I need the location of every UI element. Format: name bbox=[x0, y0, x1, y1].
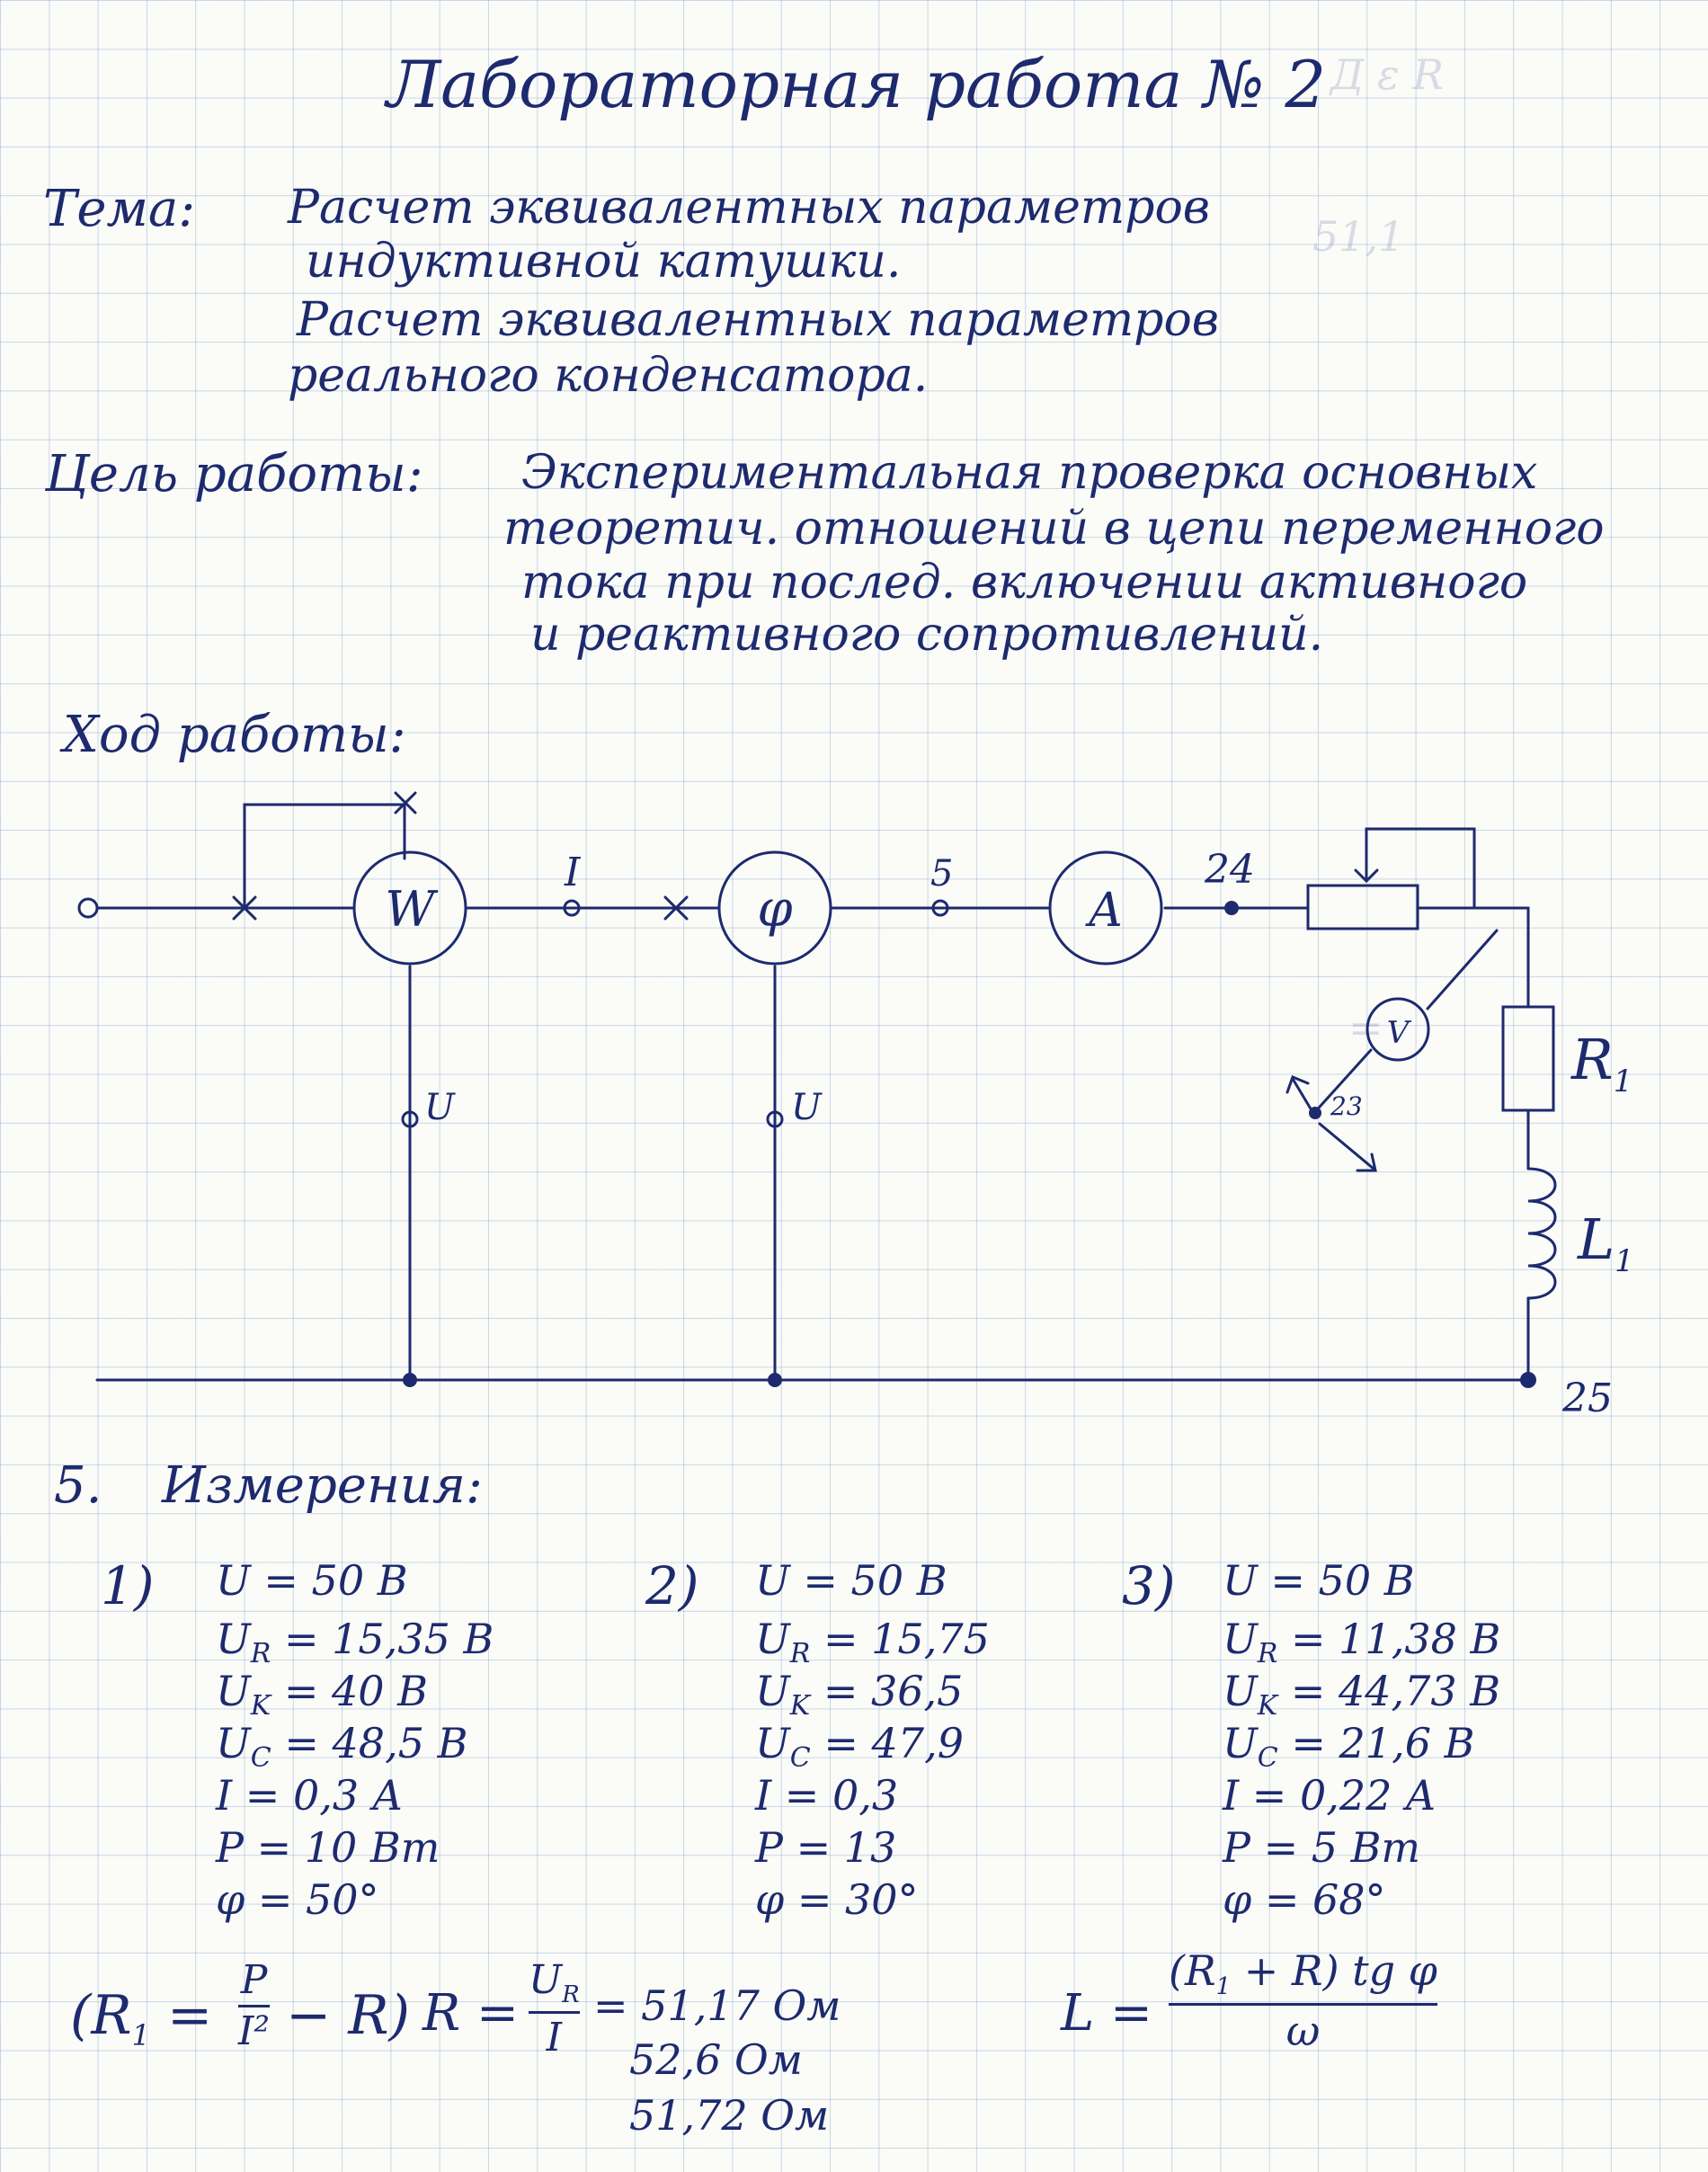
rheostat bbox=[1308, 886, 1418, 929]
l1-label: $L_1$ bbox=[1578, 1206, 1634, 1279]
goal-line-3: тока при послед. включении активного bbox=[521, 556, 1528, 610]
junction-dot bbox=[403, 1373, 417, 1387]
measure-u: U = 50 В bbox=[755, 1556, 947, 1605]
topic-label: Тема: bbox=[43, 180, 196, 238]
resistor-r1 bbox=[1503, 1007, 1553, 1110]
measure-uc: $U_C = 47,9$ bbox=[755, 1719, 964, 1775]
wattmeter-label: W bbox=[385, 881, 435, 938]
voltmeter-label: V bbox=[1386, 1015, 1410, 1051]
goal-line-1: Экспериментальная проверка основных bbox=[521, 446, 1538, 500]
wattmeter-voltage-label: U bbox=[424, 1087, 455, 1128]
set-label: 2) bbox=[645, 1555, 699, 1616]
set-label: 1) bbox=[101, 1555, 155, 1616]
measure-u: U = 50 В bbox=[216, 1556, 408, 1605]
wire bbox=[245, 805, 405, 908]
r-value: 52,6 Ом bbox=[629, 2035, 803, 2084]
bleed-through-marks: = bbox=[1348, 1003, 1383, 1052]
measure-phi: φ = 30° bbox=[755, 1875, 919, 1924]
topic-line-2: индуктивной катушки. bbox=[306, 235, 902, 289]
r-value: = 51,17 Ом bbox=[593, 1981, 841, 2030]
measure-i: I = 0,22 А bbox=[1223, 1771, 1437, 1820]
measure-ur: $U_R = 15,35$ В bbox=[216, 1615, 494, 1670]
node-23-label: 23 bbox=[1330, 1091, 1363, 1121]
goal-line-4: и реактивного сопротивлений. bbox=[530, 608, 1324, 662]
fraction-bar bbox=[529, 2011, 580, 2014]
bleed-through-marks: 51,1 bbox=[1312, 212, 1405, 261]
page-title: Лабораторная работа № 2 bbox=[387, 47, 1327, 122]
measure-phi: φ = 50° bbox=[216, 1875, 379, 1924]
phasemeter-label: φ bbox=[757, 880, 793, 939]
measure-uc: $U_C = 21,6$ В bbox=[1223, 1719, 1475, 1775]
fraction-numerator: $U_R$ bbox=[529, 1957, 580, 2008]
measure-u: U = 50 В bbox=[1223, 1556, 1415, 1605]
topic-line-3: Расчет эквивалентных параметров bbox=[297, 293, 1220, 347]
node-25-label: 25 bbox=[1562, 1375, 1613, 1421]
procedure-label: Ход работы: bbox=[63, 706, 406, 764]
measure-uc: $U_C = 48,5$ В bbox=[216, 1719, 468, 1775]
measurements-heading: Измерения: bbox=[162, 1456, 483, 1515]
formula-r-left: R = bbox=[423, 1984, 519, 2043]
measure-p: P = 5 Вт bbox=[1223, 1823, 1421, 1872]
measure-phi: φ = 68° bbox=[1223, 1875, 1386, 1924]
measure-i: I = 0,3 А bbox=[216, 1771, 404, 1820]
node-24-label: 24 bbox=[1205, 847, 1255, 893]
ammeter-label: A bbox=[1089, 884, 1123, 938]
topic-line-1: Расчет эквивалентных параметров bbox=[288, 181, 1211, 235]
r-value: 51,72 Ом bbox=[629, 2091, 830, 2140]
measure-uk: $U_K = 44,73$ В bbox=[1223, 1667, 1501, 1722]
formula-r-fraction bbox=[529, 1957, 580, 2061]
node-24-dot bbox=[1224, 901, 1239, 915]
input-terminal bbox=[79, 899, 97, 917]
node-23-dot bbox=[1309, 1107, 1321, 1119]
wire bbox=[1366, 829, 1474, 908]
measure-uk: $U_K = 40$ В bbox=[216, 1667, 428, 1722]
goal-label: Цель работы: bbox=[45, 445, 423, 503]
measure-ur: $U_R = 11,38$ В bbox=[1223, 1615, 1501, 1670]
measurements-number: 5. bbox=[54, 1456, 102, 1515]
wire bbox=[1320, 1124, 1374, 1169]
phasemeter-voltage-label: U bbox=[791, 1087, 822, 1128]
formula-r1-fraction bbox=[238, 1957, 271, 2055]
measure-uk: $U_K = 36,5$ bbox=[755, 1667, 964, 1722]
node-25-dot bbox=[1520, 1372, 1536, 1388]
fraction-denominator: I bbox=[546, 2015, 563, 2061]
formula-l-left: L = bbox=[1061, 1984, 1152, 2043]
formula-r1-left: ($R_1$ = bbox=[70, 1984, 213, 2052]
fraction-bar bbox=[238, 2005, 270, 2007]
measure-ur: $U_R = 15,75$ bbox=[755, 1615, 990, 1670]
formula-l-fraction bbox=[1169, 1946, 1437, 2056]
measure-p: P = 10 Вт bbox=[216, 1823, 440, 1872]
inductor-l1 bbox=[1528, 1169, 1555, 1298]
set-label: 3) bbox=[1122, 1555, 1176, 1616]
bleed-through-marks: Д ε R bbox=[1330, 50, 1444, 99]
goal-line-2: теоретич. отношений в цепи переменного bbox=[503, 502, 1605, 556]
fraction-numerator: $(R_1 + R)$ tg φ bbox=[1169, 1946, 1437, 2001]
measure-p: P = 13 bbox=[755, 1823, 897, 1872]
fraction-bar bbox=[1169, 2003, 1437, 2006]
junction-dot bbox=[768, 1373, 782, 1387]
formula-r1-tail: − R) bbox=[286, 1984, 410, 2047]
measure-i: I = 0,3 bbox=[755, 1771, 899, 1820]
node-5-label: 5 bbox=[930, 853, 954, 895]
fraction-numerator: P bbox=[240, 1957, 268, 2003]
topic-line-4: реального конденсатора. bbox=[288, 349, 929, 403]
node-i-label: I bbox=[565, 850, 581, 895]
r1-label: $R_1$ bbox=[1571, 1027, 1633, 1099]
fraction-denominator: ω bbox=[1285, 2007, 1321, 2056]
wire bbox=[1479, 908, 1528, 1007]
fraction-denominator: I² bbox=[238, 2008, 271, 2055]
wire bbox=[1428, 930, 1497, 1009]
